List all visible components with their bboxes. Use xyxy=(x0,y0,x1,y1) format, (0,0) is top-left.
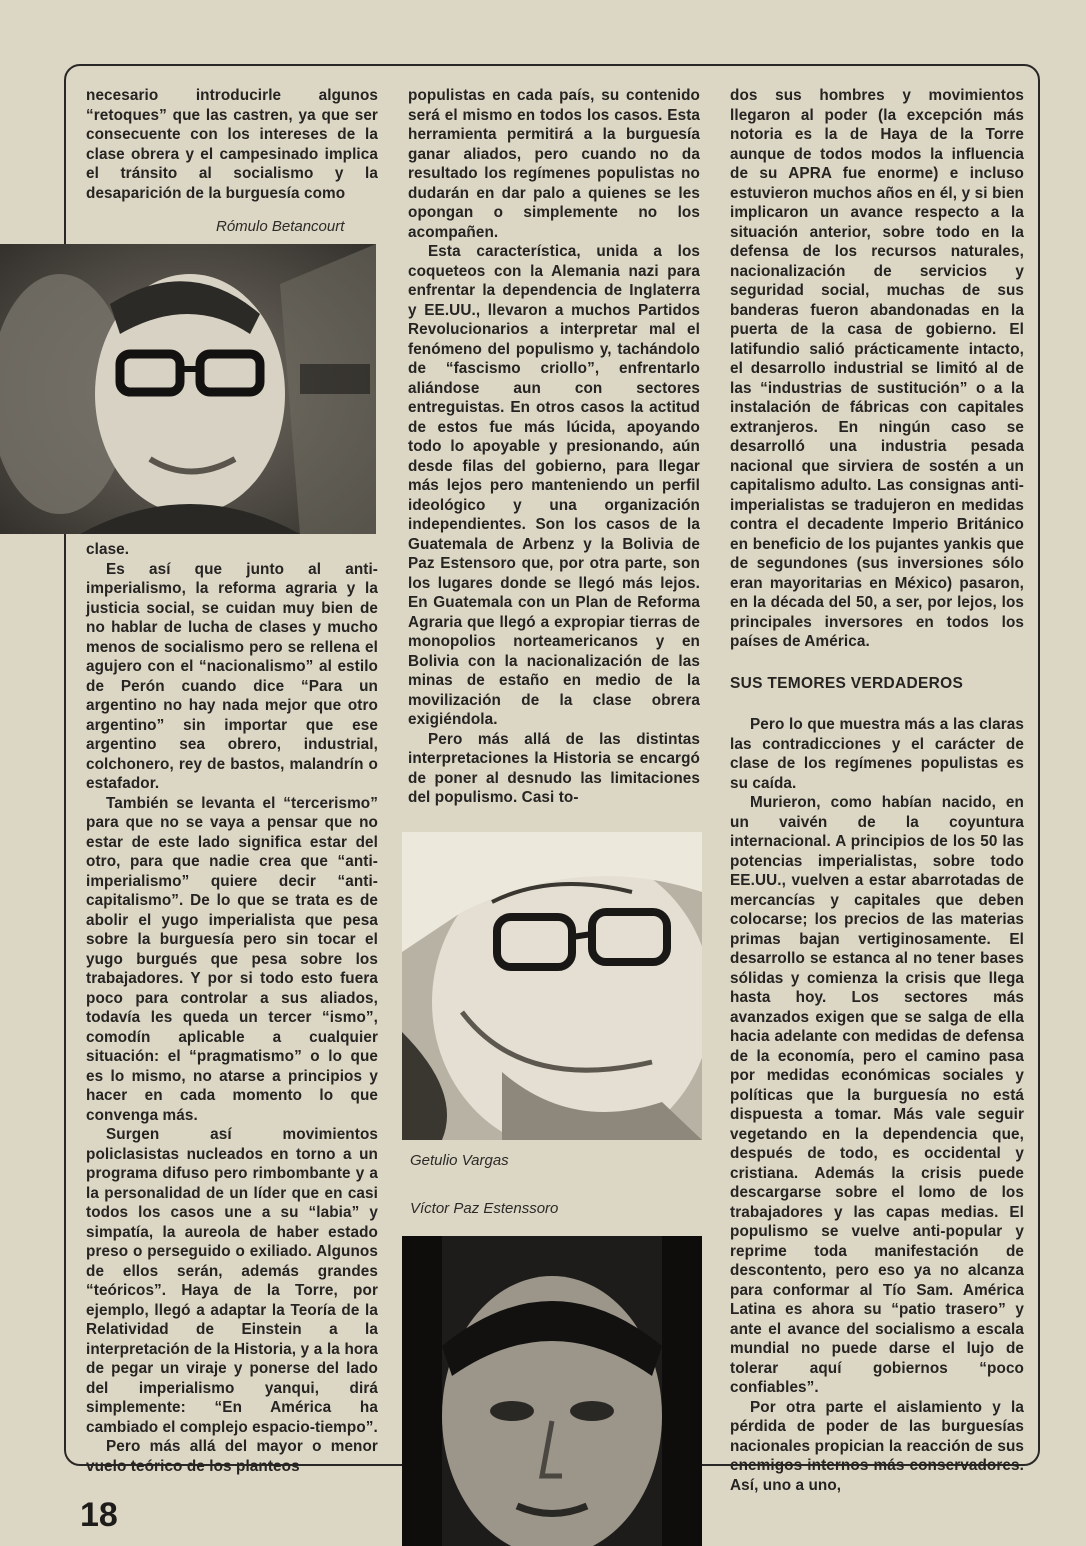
paragraph: dos sus hombres y movimientos llegaron al poder (la excepción más notoria es la de Haya de la Torre aunque de todos modos la influencia de su APRA fue enorme) e incluso estuvieron muchos años en él, y si bien implicaron un avance respecto a la situación anterior, sobre todo en la defensa de los recursos naturales, nacionalización de servicios y seguridad social, muchas de sus banderas fueron abandonadas en la puerta de la casa de gobierno. El latifundio salió prácticamente intacto, el desarrollo industrial se limitó al de las “industrias de sustitución” o a la instalación de fábricas con capitales extranjeros. En ningún caso se desarrolló una industria pesada nacional que sirviera de sostén a un capitalismo adulto. Las consignas anti-imperialistas se tradujeron en medidas contra el decadente Imperio Británico en beneficio de los pujantes yankis que de segundones (sus inversiones sólo eran mayoritarias en México) pasaron, en la década del 50, a ser, por lejos, los principales inversores en todos los países de América. xyxy=(730,87,1024,650)
paragraph: Surgen así movimientos policlasistas nucleados en torno a un programa difuso pero rimbombante y a la personalidad de un líder que en casi todos los casos une a su “labia” y simpatía, la aureola de haber estado preso o perseguido o exiliado. Algunos de ellos serán, además grandes “teóricos”. Haya de la Torre, por ejemplo, llegó a adaptar la Teoría de la Relatividad de Einstein a la interpretación de la Historia, y a la hora de pegar un viraje y ponerse del lado del imperialismo yanqui, dirá simplemente: “En América ha cambiado el complejo espacio-tiempo”. xyxy=(86,1126,378,1436)
paragraph: También se levanta el “tercerismo” para que no se vaya a pensar que no estar de este lado significa estar del otro, para que nadie crea que “anti-imperialismo” quiere decir “anti-capitalismo”. De lo que se trata es de abolir el yugo imperialista que pesa sobre la burguesía pero sin tocar el yugo burgués que pesa sobre los trabajadores. Y por si todo esto fuera poco para controlar a sus aliados, todavía les queda un tercer “ismo”, comodín aplicable a cualquier situación: el “pragmatismo” o lo que es lo mismo, no atarse a principios y hacer en cada momento lo que convenga más. xyxy=(86,794,378,1124)
paragraph: Esta característica, unida a los coqueteos con la Alemania nazi para enfrentar la dependencia de Inglaterra y EE.UU., llevaron a muchos Partidos Revolucionarios a interpretar mal el fenómeno del populismo y, tachándolo de “fascismo criollo”, enfrentarlo aliándose aun con sectores entreguistas. En otros casos la actitud de estos fue más lúcida, apoyando todo lo apoyable y presionando, aún desde filas del gobierno, para llegar más lejos pero manteniendo un perfil ideológico y una organización independientes. Son los casos de la Guatemala de Arbenz y la Bolivia de Paz Estensoro que, por otra parte, son los lugares donde se llegó más lejos. En Guatemala con un Plan de Reforma Agraria que llegó a expropiar tierras de monopolios norteamericanos y en Bolivia con la nacionalización de las minas de estaño en medio de la movilización de la clase obrera exigiéndola. xyxy=(408,243,700,728)
paragraph: Pero lo que muestra más a las claras las contradicciones y el carácter de clase de los regímenes populistas es su caída. xyxy=(730,716,1024,792)
paragraph: populistas en cada país, su contenido será el mismo en todos los casos. Esta herramienta permitirá a la burguesía ganar aliados, pero cuando no da resultado los regímenes populistas no dudarán en dar palo a quienes se les opongan o simplemente no los acompañen. xyxy=(408,87,700,241)
paragraph: Pero más allá del mayor o menor vuelo teórico de los planteos xyxy=(86,1438,378,1475)
column-1-top xyxy=(86,86,378,203)
page-number: 18 xyxy=(80,1496,118,1534)
column-2 xyxy=(408,86,700,808)
column-3 xyxy=(730,86,1024,1495)
paragraph: Es así que junto al anti-imperialismo, la reforma agraria y la justicia social, se cuidan muy bien de no hablar de lucha de clases y mucho menos de socialismo pero se rellena el agujero con el “nacionalismo” al estilo de Perón cuando dice “Para un argentino no hay nada mejor que otro argentino” sin importar que ese argentino sea obrero, industrial, colchonero, rey de bastos, malandrín o estafador. xyxy=(86,560,378,792)
caption-paz-estenssoro: Víctor Paz Estenssoro xyxy=(410,1200,559,1217)
photo-getulio-vargas xyxy=(402,832,702,1140)
paragraph: clase. xyxy=(86,541,130,558)
paragraph: Por otra parte el aislamiento y la pérdida de poder de las burguesías nacionales propician la reacción de sus enemigos internos más conservadores. Así, uno a uno, xyxy=(730,1398,1024,1494)
column-1-bottom xyxy=(86,540,378,1476)
section-heading: SUS TEMORES VERDADEROS xyxy=(730,674,964,692)
paragraph: Murieron, como habían nacido, en un vaivén de la coyuntura internacional. A principios de los 50 las potencias imperialistas, sobre todo EE.UU., vuelven a estar abarrotadas de mercancías y capitales que deben colocarse; los precios de las materias primas bajan vertiginosamente. El desarrollo se estanca al no tener bases sólidas y comienza la crisis que llega hasta hoy. Los sectores más avanzados exigen que se salga de ella hacia adelante con medidas de defensa de la economía, pero el camino pasa por medidas económicas sociales y políticas que la burguesía no está dispuesta a tomar. Más vale seguir vegetando en la dependencia que, después de todo, es occidental y cristiana. Además la crisis puede descargarse sobre el lomo de los trabajadores y las capas medias. El populismo se vuelve anti-popular y reprime toda manifestación de descontento, pero eso ya no alcanza para conformar al Tío Sam. América Latina es ahora su “patio trasero” y ante el avance del socialismo a escala mundial no puede darse el lujo de tolerar aquí gobiernos “poco confiables”. xyxy=(730,794,1024,1396)
caption-betancourt: Rómulo Betancourt xyxy=(216,218,345,235)
caption-vargas: Getulio Vargas xyxy=(410,1152,509,1169)
paragraph: Pero más allá de las distintas interpretaciones la Historia se encargó de poner al desnudo las limitaciones del populismo. Casi to- xyxy=(408,730,700,806)
photo-victor-paz-estenssoro xyxy=(402,1236,702,1546)
photo-romulo-betancourt xyxy=(0,244,376,534)
paragraph: necesario introducirle algunos “retoques” que las castren, ya que ser consecuente con los intereses de la clase obrera y el campesinado implica el tránsito al socialismo y la desaparición de la burguesía como xyxy=(86,87,378,202)
